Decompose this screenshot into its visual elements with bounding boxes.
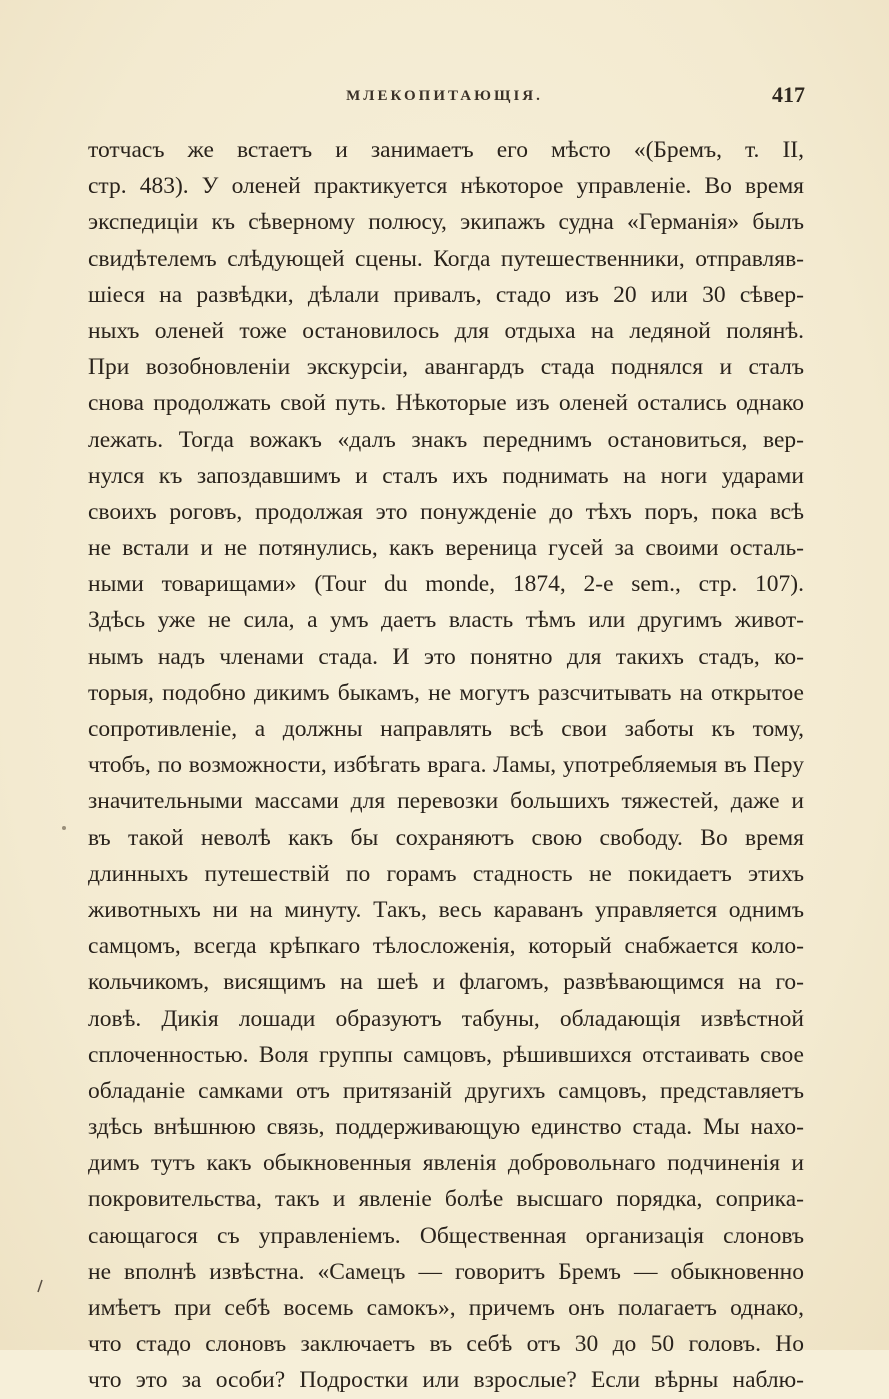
running-head: МЛЕКОПИТАЮЩIЯ. — [346, 88, 543, 104]
text-line: нулся къ запоздавшимъ и сталъ ихъ поднимать на ноги ударами — [88, 462, 804, 489]
body-text — [88, 132, 804, 1399]
text-line: самцомъ, всегда крѣпкаго тѣлосложенiя, который снабжается коло- — [88, 933, 804, 960]
text-line: Здѣсь уже не сила, а умъ даетъ власть тѣмъ или другимъ живот- — [88, 607, 804, 634]
text-line: своихъ роговъ, продолжая это понужденiе до тѣхъ поръ, пока всѣ — [88, 498, 804, 525]
text-line: не вполнѣ извѣстна. «Самецъ — говоритъ Бремъ — обыкновенно — [88, 1258, 804, 1285]
text-line: чтобъ, по возможности, избѣгать врага. Ламы, употребляемыя въ Перу — [88, 752, 804, 779]
text-line: сающагося съ управленiемъ. Общественная организацiя слоновъ — [88, 1222, 804, 1249]
text-line: сопротивленiе, а должны направлять всѣ свои заботы къ тому, — [88, 716, 804, 742]
text-line: торыя, подобно дикимъ быкамъ, не могутъ разсчитывать на открытое — [88, 679, 804, 706]
text-line: въ такой неволѣ какъ бы сохраняютъ свою свободу. Во время — [88, 824, 804, 851]
text-line: стр. 483). У оленей практикуется нѣкоторое управленiе. Во время — [88, 173, 804, 200]
text-line: тотчасъ же встаетъ и занимаетъ его мѣсто «(Бремъ, т. II, — [88, 137, 804, 163]
text-line: ловѣ. Дикiя лошади образуютъ табуны, обладающiя извѣстной — [88, 1005, 804, 1032]
text-line: свидѣтелемъ слѣдующей сцены. Когда путешественники, отправляв- — [88, 245, 804, 272]
paper-mark — [38, 1280, 42, 1292]
text-line: имѣетъ при себѣ восемь самокъ», причемъ онъ полагаетъ однако, — [88, 1295, 804, 1321]
text-line: При возобновленiи экскурсiи, авангардъ стада поднялся и сталъ — [88, 354, 804, 381]
text-line: шiеся на развѣдки, дѣлали привалъ, стадо изъ 20 или 30 сѣвер- — [88, 281, 804, 308]
text-line: здѣсь внѣшнюю связь, поддерживающую единство стада. Мы нахо- — [88, 1114, 804, 1141]
text-line: длинныхъ путешествiй по горамъ стадность не покидаетъ этихъ — [88, 860, 804, 887]
text-line: димъ тутъ какъ обыкновенныя явленiя добровольнаго подчиненiя и — [88, 1150, 804, 1177]
paper-speck — [62, 826, 66, 830]
text-line: ными товарищами» (Tour du monde, 1874, 2-е sem., стр. 107). — [88, 571, 804, 598]
text-line: лежать. Тогда вожакъ «далъ знакъ переднимъ остановиться, вер- — [88, 426, 804, 453]
text-line: покровительства, такъ и явленiе болѣе высшаго порядка, соприка- — [88, 1186, 804, 1213]
text-line: нымъ надъ членами стада. И это понятно для такихъ стадъ, ко- — [88, 643, 804, 670]
text-line: ныхъ оленей тоже остановилось для отдыха на ледяной полянѣ. — [88, 317, 804, 344]
text-line: животныхъ ни на минуту. Такъ, весь караванъ управляется однимъ — [88, 896, 804, 923]
text-line: кольчикомъ, висящимъ на шеѣ и флагомъ, развѣвающимся на го- — [88, 969, 804, 996]
text-line: не встали и не потянулись, какъ вереница гусей за своими осталь- — [88, 535, 804, 562]
text-line: значительными массами для перевозки большихъ тяжестей, даже и — [88, 788, 804, 815]
text-line: что стадо слоновъ заключаетъ въ себѣ отъ 30 до 50 головъ. Но — [88, 1331, 804, 1358]
text-line: экспедицiи къ сѣверному полюсу, экипажъ судна «Германiя» былъ — [88, 209, 804, 236]
text-line: снова продолжать свой путь. Нѣкоторые изъ оленей остались однако — [88, 390, 804, 417]
text-line: сплоченностью. Воля группы самцовъ, рѣшившихся отстаивать свое — [88, 1041, 804, 1068]
text-line: обладанiе самками отъ притязанiй другихъ самцовъ, представляетъ — [88, 1077, 804, 1104]
page-number: 417 — [772, 82, 805, 107]
text-line: что это за особи? Подростки или взрослые? Если вѣрны наблю- — [88, 1367, 804, 1394]
